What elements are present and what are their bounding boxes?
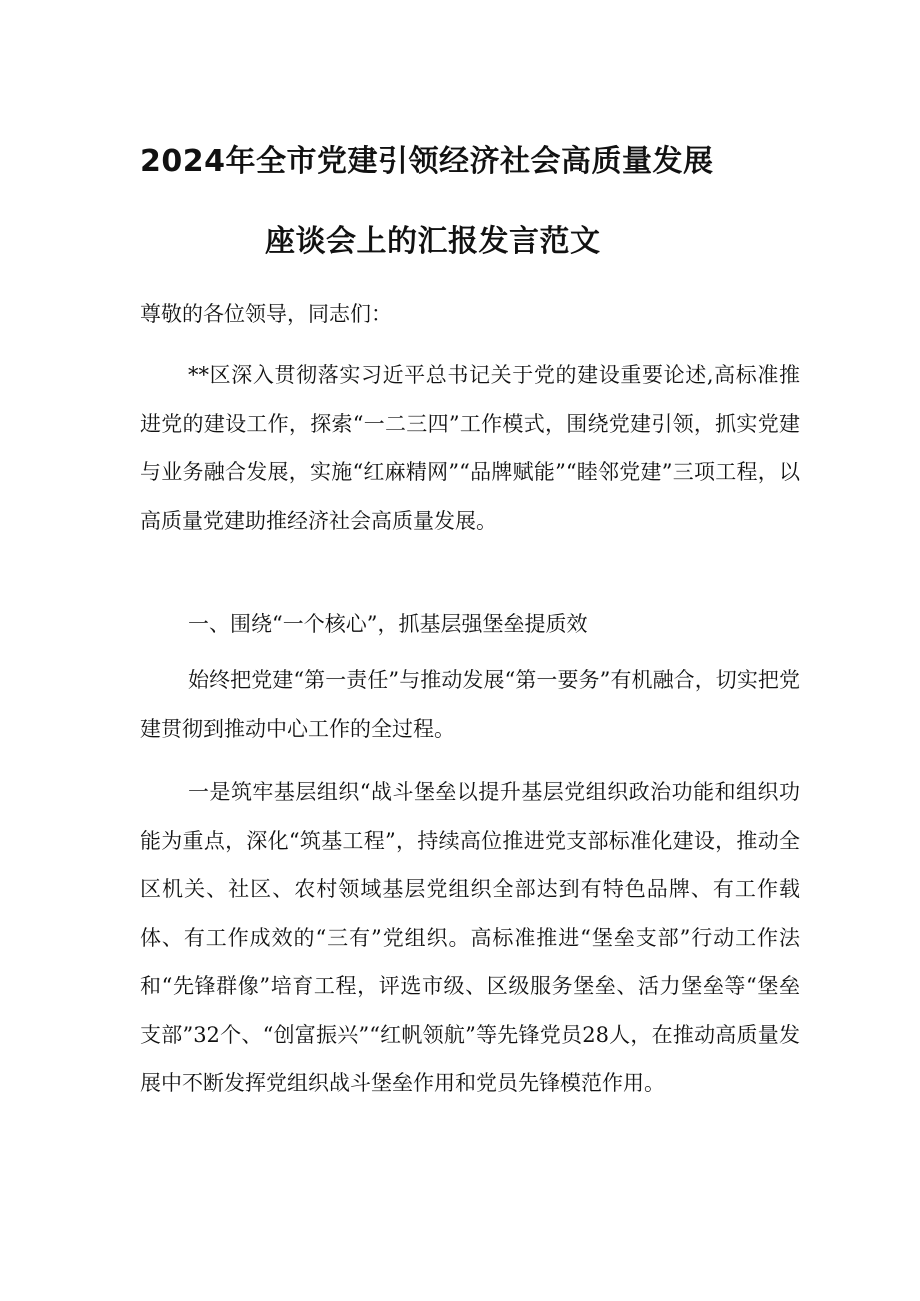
paragraph-section-1-point-1: 一是筑牢基层组织“战斗堡垒以提升基层党组织政治功能和组织功能为重点，深化“筑基工程”，持续高位推进党支部标准化建设，推动全区机关、社区、农村领域基层党组织全部达到有特色品牌、有工作载体、有工作成效的“三有”党组织。高标准推进“堡垒支部”行动工作法和“先锋群像”培育工程，评选市级、区级服务堡垒、活力堡垒等“堡垒支部”32个、“创富振兴”“红帆领航”等先锋党员28人，在推动高质量发展中不断发挥党组织战斗堡垒作用和党员先锋模范作用。 [140, 780, 800, 1095]
document-title-line-1: 2024年全市党建引领经济社会高质量发展 [140, 144, 714, 179]
paragraph-intro: **区深入贯彻落实习近平总书记关于党的建设重要论述,高标准推进党的建设工作，探索“一二三四”工作模式，围绕党建引领，抓实党建与业务融合发展，实施“红麻精网”“品牌赋能”“睦邻党建”三项工程，以高质量党建助推经济社会高质量发展。 [140, 363, 800, 533]
section-heading-1: 一、围绕“一个核心”，抓基层强堡垒提质效 [188, 612, 588, 636]
salutation: 尊敬的各位领导，同志们： [140, 302, 392, 326]
document-title-line-2: 座谈会上的汇报发言范文 [265, 224, 601, 259]
paragraph-section-1-summary: 始终把党建“第一责任”与推动发展“第一要务”有机融合，切实把党建贯彻到推动中心工作的全过程。 [140, 668, 800, 741]
